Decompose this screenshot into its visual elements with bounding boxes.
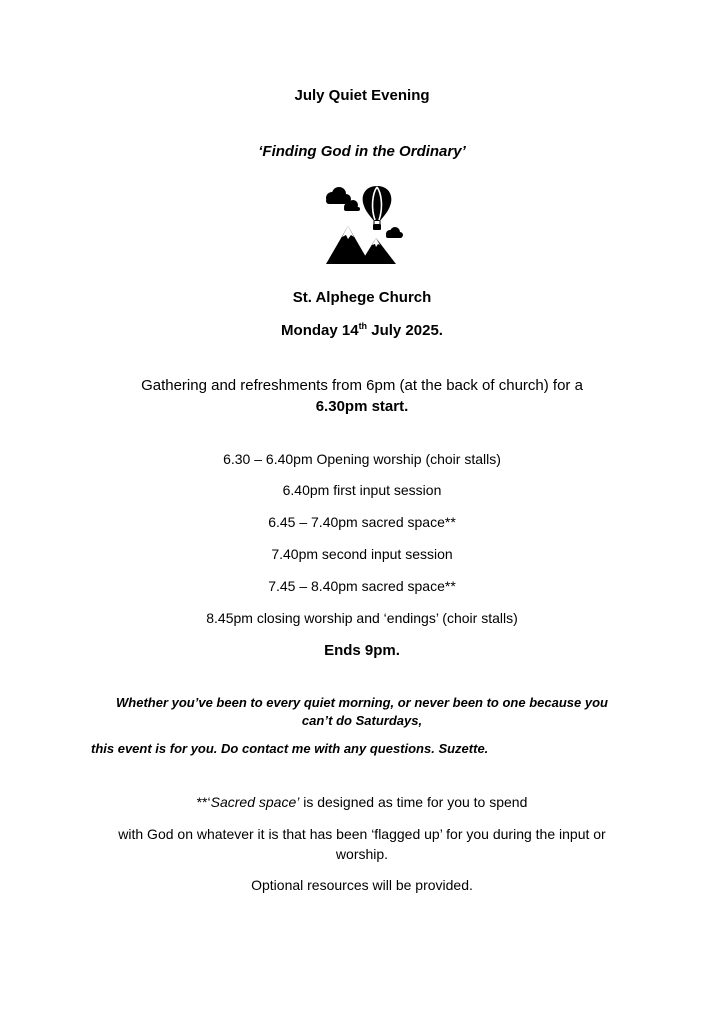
note-line — [0, 794, 724, 810]
note-italic: Sacred space’ — [210, 794, 300, 810]
schedule-item: 7.45 – 8.40pm sacred space** — [268, 578, 456, 594]
note-line: Optional resources will be provided. — [251, 877, 473, 893]
note-line: worship. — [335, 846, 389, 862]
schedule-item: 6.40pm first input session — [282, 482, 442, 498]
note-asterisks: **‘ — [196, 794, 211, 810]
schedule-item: 8.45pm closing worship and ‘endings’ (choir stalls) — [206, 610, 518, 626]
invite-line: Whether you’ve been to every quiet morning, or never been to one because you — [116, 695, 608, 710]
schedule-item: 6.30 – 6.40pm Opening worship (choir stalls) — [223, 451, 501, 467]
gathering-line: Gathering and refreshments from 6pm (at the back of church) for a — [141, 377, 583, 394]
schedule-item: 6.45 – 7.40pm sacred space** — [268, 514, 456, 530]
event-date — [0, 322, 724, 339]
venue: St. Alphege Church — [292, 289, 432, 306]
end-time: Ends 9pm. — [324, 642, 400, 659]
date-suffix: th — [358, 321, 368, 331]
note-rest: is designed as time for you to spend — [299, 794, 528, 810]
invite-line: this event is for you. Do contact me with any questions. Suzette. — [91, 741, 489, 756]
page-title: July Quiet Evening — [294, 87, 430, 104]
date-main: Monday 14 — [281, 322, 359, 339]
schedule-item: 7.40pm second input session — [271, 546, 453, 562]
invite-line: can’t do Saturdays, — [301, 713, 423, 728]
note-line: with God on whatever it is that has been ‘flagged up’ for you during the input or — [118, 826, 606, 842]
date-rest: July 2025. — [367, 322, 443, 339]
start-time: 6.30pm start. — [315, 398, 409, 415]
mountain-balloon-clouds-icon — [320, 184, 404, 268]
page-subtitle: ‘Finding God in the Ordinary’ — [258, 143, 466, 160]
